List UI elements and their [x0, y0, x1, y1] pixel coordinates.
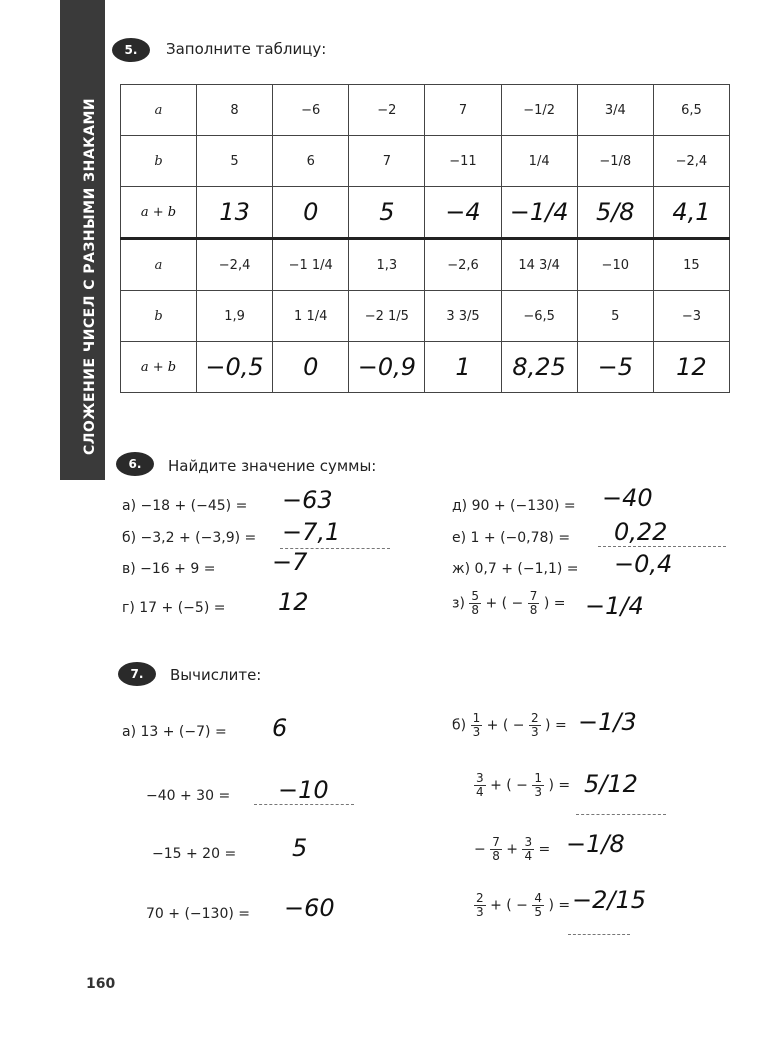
- answer-cell: 12: [653, 342, 729, 393]
- fraction: $\frac{2}{3}$: [476, 891, 484, 920]
- answer-cell: 4,1: [653, 187, 729, 239]
- label-a: a: [121, 85, 197, 136]
- task-7-answer-a2: −10: [278, 776, 329, 804]
- task-6-answer-f: 0,22: [614, 518, 668, 546]
- fraction: $\frac{3}{4}$: [476, 771, 484, 800]
- task-7-answer-b3: −1/8: [566, 830, 625, 858]
- task-6-expr-g: ж) 0,7 + (−1,1) =: [452, 561, 579, 577]
- task-7-expr-b4: $\frac{2}{3}$ + ( − $\frac{4}{5}$ ) =: [476, 891, 571, 920]
- task-6-answer-g: −0,4: [614, 550, 673, 578]
- label-sum: a + b: [121, 187, 197, 239]
- answer-cell: −5: [577, 342, 653, 393]
- cell: −2,6: [425, 239, 501, 291]
- table-row-b2: [121, 291, 730, 342]
- fraction: $\frac{5}{8}$: [471, 589, 479, 618]
- task-7-answer-b2: 5/12: [584, 770, 638, 798]
- task-6-expr-b: б) −3,2 + (−3,9) =: [122, 530, 257, 546]
- cell: −6,5: [501, 291, 577, 342]
- fraction: $\frac{4}{5}$: [534, 891, 543, 920]
- cell: −2,4: [653, 136, 729, 187]
- cell: 14 3/4: [501, 239, 577, 291]
- cell: 1,9: [197, 291, 273, 342]
- task-6-expr-f: е) 1 + (−0,78) =: [452, 530, 571, 546]
- task-7-prefix-b: б): [452, 717, 467, 734]
- answer-cell: 13: [197, 187, 273, 239]
- fraction: $\frac{3}{4}$: [524, 835, 533, 864]
- fraction: $\frac{2}{3}$: [530, 711, 539, 740]
- answer-cell: −4: [425, 187, 501, 239]
- task-7-badge: 7.: [118, 662, 156, 686]
- task-6-expr-e: д) 90 + (−130) =: [452, 498, 576, 514]
- cell: −3: [653, 291, 729, 342]
- answer-cell: −0,9: [349, 342, 425, 393]
- cell: −1 1/4: [273, 239, 349, 291]
- task-7-answer-a3: 5: [292, 834, 308, 862]
- task-6-answer-c: −7: [272, 548, 308, 576]
- cell: 1/4: [501, 136, 577, 187]
- cell: 6: [273, 136, 349, 187]
- cell: 3 3/5: [425, 291, 501, 342]
- answer-cell: 5: [349, 187, 425, 239]
- label-a: a: [121, 239, 197, 291]
- fraction: $\frac{7}{8}$: [492, 835, 500, 864]
- task-6-title: Найдите значение суммы:: [168, 457, 377, 475]
- task-6-answer-e: −40: [602, 484, 653, 512]
- answer-line: [568, 934, 630, 935]
- task-7-expr-a2: −40 + 30 =: [146, 788, 231, 804]
- table-row-sum2: [121, 342, 730, 393]
- fraction: $\frac{1}{3}$: [472, 711, 481, 740]
- cell: 15: [653, 239, 729, 291]
- cell: 3/4: [577, 85, 653, 136]
- cell: −10: [577, 239, 653, 291]
- task-7-title: Вычислите:: [170, 666, 262, 684]
- task-6-expr-d: г) 17 + (−5) =: [122, 600, 226, 616]
- answer-line: [254, 804, 354, 805]
- cell: 7: [349, 136, 425, 187]
- task-7-expr-a4: 70 + (−130) =: [146, 906, 251, 922]
- cell: −11: [425, 136, 501, 187]
- table-row-a1: [121, 85, 730, 136]
- answer-cell: 8,25: [501, 342, 577, 393]
- cell: −2,4: [197, 239, 273, 291]
- cell: 1 1/4: [273, 291, 349, 342]
- answer-cell: −1/4: [501, 187, 577, 239]
- cell: −2: [349, 85, 425, 136]
- task-6-answer-h: −1/4: [585, 592, 644, 620]
- task-6-answer-b: −7,1: [282, 518, 341, 546]
- answer-cell: 0: [273, 187, 349, 239]
- fraction: $\frac{7}{8}$: [529, 589, 538, 618]
- label-b: b: [121, 291, 197, 342]
- table-row-a2: [121, 239, 730, 291]
- task-5-table: [120, 84, 730, 393]
- task-6-badge: 6.: [116, 452, 154, 476]
- table-row-b1: [121, 136, 730, 187]
- answer-cell: 1: [425, 342, 501, 393]
- task-6-expr-h: з) $\frac{5}{8}$ + ( − $\frac{7}{8}$ ) =: [452, 589, 566, 618]
- task-7-expr-b2: $\frac{3}{4}$ + ( − $\frac{1}{3}$ ) =: [476, 771, 571, 800]
- task-6-answer-d: 12: [278, 588, 309, 616]
- task-7-expr-a3: −15 + 20 =: [152, 846, 237, 862]
- task-7-expr-a1: а) 13 + (−7) =: [122, 724, 227, 740]
- cell: −1/8: [577, 136, 653, 187]
- page-number: 160: [86, 976, 116, 992]
- cell: 1,3: [349, 239, 425, 291]
- answer-cell: 5/8: [577, 187, 653, 239]
- cell: 5: [197, 136, 273, 187]
- cell: 5: [577, 291, 653, 342]
- task-5-title: Заполните таблицу:: [166, 40, 327, 58]
- task-6-prefix-h: з): [452, 595, 465, 612]
- label-b: b: [121, 136, 197, 187]
- task-6-expr-c: в) −16 + 9 =: [122, 561, 216, 577]
- task-6-answer-a: −63: [282, 486, 333, 514]
- task-7-expr-b3: − $\frac{7}{8}$ + $\frac{3}{4}$ =: [474, 835, 551, 864]
- cell: −1/2: [501, 85, 577, 136]
- answer-line: [576, 814, 666, 815]
- task-6-expr-a: а) −18 + (−45) =: [122, 498, 248, 514]
- cell: 6,5: [653, 85, 729, 136]
- task-7-answer-b4: −2/15: [572, 886, 647, 914]
- cell: 8: [197, 85, 273, 136]
- task-7-answer-a4: −60: [284, 894, 335, 922]
- answer-cell: 0: [273, 342, 349, 393]
- cell: −2 1/5: [349, 291, 425, 342]
- task-7-expr-b1: б) $\frac{1}{3}$ + ( − $\frac{2}{3}$ ) =: [452, 711, 567, 740]
- label-sum: a + b: [121, 342, 197, 393]
- answer-line: [598, 546, 726, 547]
- table-row-sum1: [121, 187, 730, 239]
- task-5-badge: 5.: [112, 38, 150, 62]
- answer-cell: −0,5: [197, 342, 273, 393]
- task-7-answer-a1: 6: [272, 714, 288, 742]
- cell: −6: [273, 85, 349, 136]
- cell: 7: [425, 85, 501, 136]
- task-7-answer-b1: −1/3: [578, 708, 637, 736]
- chapter-title: СЛОЖЕНИЕ ЧИСЕЛ С РАЗНЫМИ ЗНАКАМИ: [82, 97, 98, 455]
- fraction: $\frac{1}{3}$: [534, 771, 543, 800]
